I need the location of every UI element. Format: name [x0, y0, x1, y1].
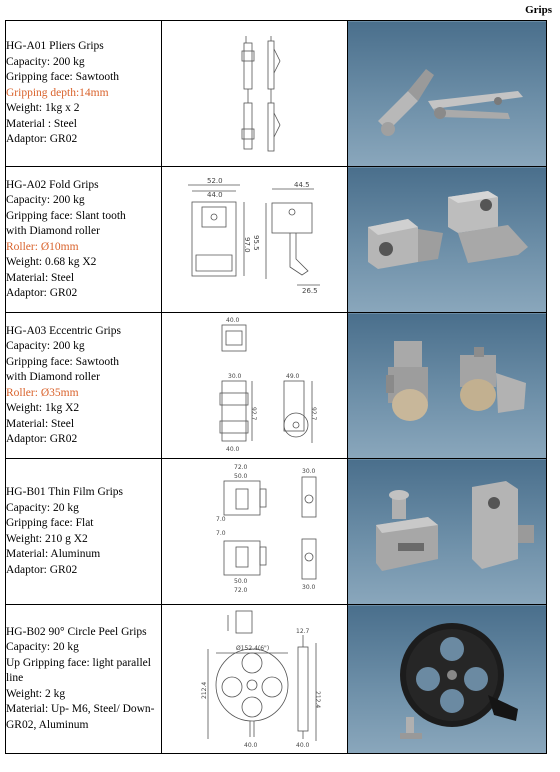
product-name: HG-A02 Fold Grips — [6, 178, 99, 191]
dim-label: 212.4 — [314, 691, 321, 709]
eccentric-grip-top-view — [222, 325, 246, 351]
dim-label: 30.0 — [228, 373, 242, 380]
spec-line: Capacity: 20 kg — [6, 641, 79, 654]
spec-line: Adaptor: GR02 — [6, 133, 78, 146]
fold-grip-photo — [368, 191, 528, 269]
pliers-grip-photo — [378, 69, 523, 136]
product-name: HG-B01 Thin Film Grips — [6, 486, 124, 498]
spec-line: Up Gripping face: light parallel line — [6, 656, 151, 685]
product-photo — [348, 459, 547, 605]
fold-grip-side-view — [266, 189, 320, 285]
spec-line: Gripping face: Sawtooth — [6, 355, 120, 368]
dim-label: 12.7 — [296, 628, 310, 635]
thin-film-grip-upper-front — [224, 481, 266, 515]
spec-line: Weight: 210 g X2 — [6, 532, 88, 545]
spec-cell — [6, 313, 162, 459]
dim-label: 44.5 — [294, 181, 310, 189]
spec-line: Weight: 0.68 kg X2 — [6, 256, 97, 268]
product-photo — [348, 167, 547, 313]
dim-label: 30.0 — [302, 468, 316, 475]
spec-line: Capacity: 200 kg — [6, 340, 85, 352]
dim-label: 40.0 — [244, 742, 258, 749]
table-row — [6, 313, 547, 459]
spec-line: with Diamond roller — [6, 371, 100, 383]
spec-line-highlight: Roller: Ø10mm — [6, 240, 79, 253]
dim-label: 212.4 — [201, 681, 208, 699]
page-title: Grips — [525, 4, 552, 16]
spec-line: Adaptor: GR02 — [6, 433, 78, 445]
pliers-drawing-left — [242, 36, 254, 149]
table-row — [6, 167, 547, 313]
technical-drawing — [162, 21, 348, 167]
spec-line: Weight: 1kg x 2 — [6, 102, 80, 115]
eccentric-grip-side-view — [284, 381, 312, 443]
dim-label: 7.0 — [216, 516, 226, 523]
spec-line: Weight: 2 kg — [6, 687, 66, 700]
spec-cell — [6, 21, 162, 167]
dim-label: 52.0 — [207, 177, 223, 185]
spec-line: Adaptor: GR02 — [6, 287, 78, 299]
spec-line: Weight: 1kg X2 — [6, 402, 80, 414]
spec-line-highlight: Gripping depth:14mm — [6, 86, 109, 99]
spec-line: Adaptor: GR02 — [6, 563, 78, 576]
spec-cell — [6, 605, 162, 754]
peel-grip-clamp-view — [228, 611, 252, 633]
dim-label: 7.0 — [216, 530, 226, 537]
dim-label: 92.7 — [250, 407, 257, 421]
technical-drawing — [162, 459, 348, 605]
table-row — [6, 459, 547, 605]
dim-label: Ø152.4(6") — [236, 645, 270, 652]
spec-line: Capacity: 20 kg — [6, 501, 79, 514]
product-name: HG-A03 Eccentric Grips — [6, 324, 121, 337]
dim-label: 72.0 — [234, 464, 248, 471]
spec-cell — [6, 459, 162, 605]
spec-line: Gripping face: Slant tooth — [6, 209, 126, 222]
spec-cell — [6, 167, 162, 313]
dim-label: 72.0 — [234, 587, 248, 594]
spec-line: Material: Aluminum — [6, 548, 101, 560]
technical-drawing — [162, 605, 348, 754]
spec-line: Capacity: 200 kg — [6, 194, 85, 206]
thin-film-grip-upper-side — [302, 477, 316, 517]
circle-peel-grip-photo — [400, 623, 518, 739]
eccentric-grip-front-view — [220, 381, 252, 441]
pliers-drawing-right — [268, 36, 280, 151]
spec-line-highlight: Roller: Ø35mm — [6, 386, 79, 399]
dim-label: 40.0 — [226, 317, 240, 324]
spec-line: Material: Steel — [6, 271, 75, 284]
dim-label: 40.0 — [296, 742, 310, 749]
dim-label: 50.0 — [234, 473, 248, 480]
product-table — [5, 20, 547, 754]
peel-wheel-side-view — [298, 635, 316, 741]
dim-label: 26.5 — [302, 287, 318, 295]
thin-film-grip-lower-side — [302, 539, 316, 579]
dim-label: 97.0 — [243, 237, 251, 253]
table-row — [6, 605, 547, 754]
technical-drawing — [162, 167, 348, 313]
product-name: HG-A01 Pliers Grips — [6, 40, 104, 53]
thin-film-grip-photo — [376, 481, 534, 571]
spec-line: Material : Steel — [6, 117, 77, 130]
product-photo — [348, 21, 547, 167]
table-row — [6, 21, 547, 167]
dim-label: 30.0 — [302, 584, 316, 591]
eccentric-grip-photo — [386, 341, 526, 421]
dim-label: 95.5 — [252, 235, 260, 251]
dim-label: 92.7 — [310, 407, 317, 421]
dim-label: 50.0 — [234, 578, 248, 585]
technical-drawing — [162, 313, 348, 459]
product-photo — [348, 605, 547, 754]
spec-line: Gripping face: Sawtooth — [6, 71, 120, 84]
dim-label: 44.0 — [207, 191, 223, 199]
thin-film-grip-lower-front — [224, 541, 266, 575]
product-photo — [348, 313, 547, 459]
dim-label: 40.0 — [226, 446, 240, 453]
dim-label: 49.0 — [286, 373, 300, 380]
spec-line: Capacity: 200 kg — [6, 55, 85, 68]
spec-line: with Diamond roller — [6, 225, 100, 237]
spec-line: Material: Up- M6, Steel/ Down-GR02, Aluminum — [6, 703, 155, 731]
spec-line: Material: Steel — [6, 417, 75, 430]
product-name: HG-B02 90° Circle Peel Grips — [6, 625, 147, 638]
peel-wheel-front-view — [208, 649, 288, 739]
spec-line: Gripping face: Flat — [6, 517, 94, 529]
